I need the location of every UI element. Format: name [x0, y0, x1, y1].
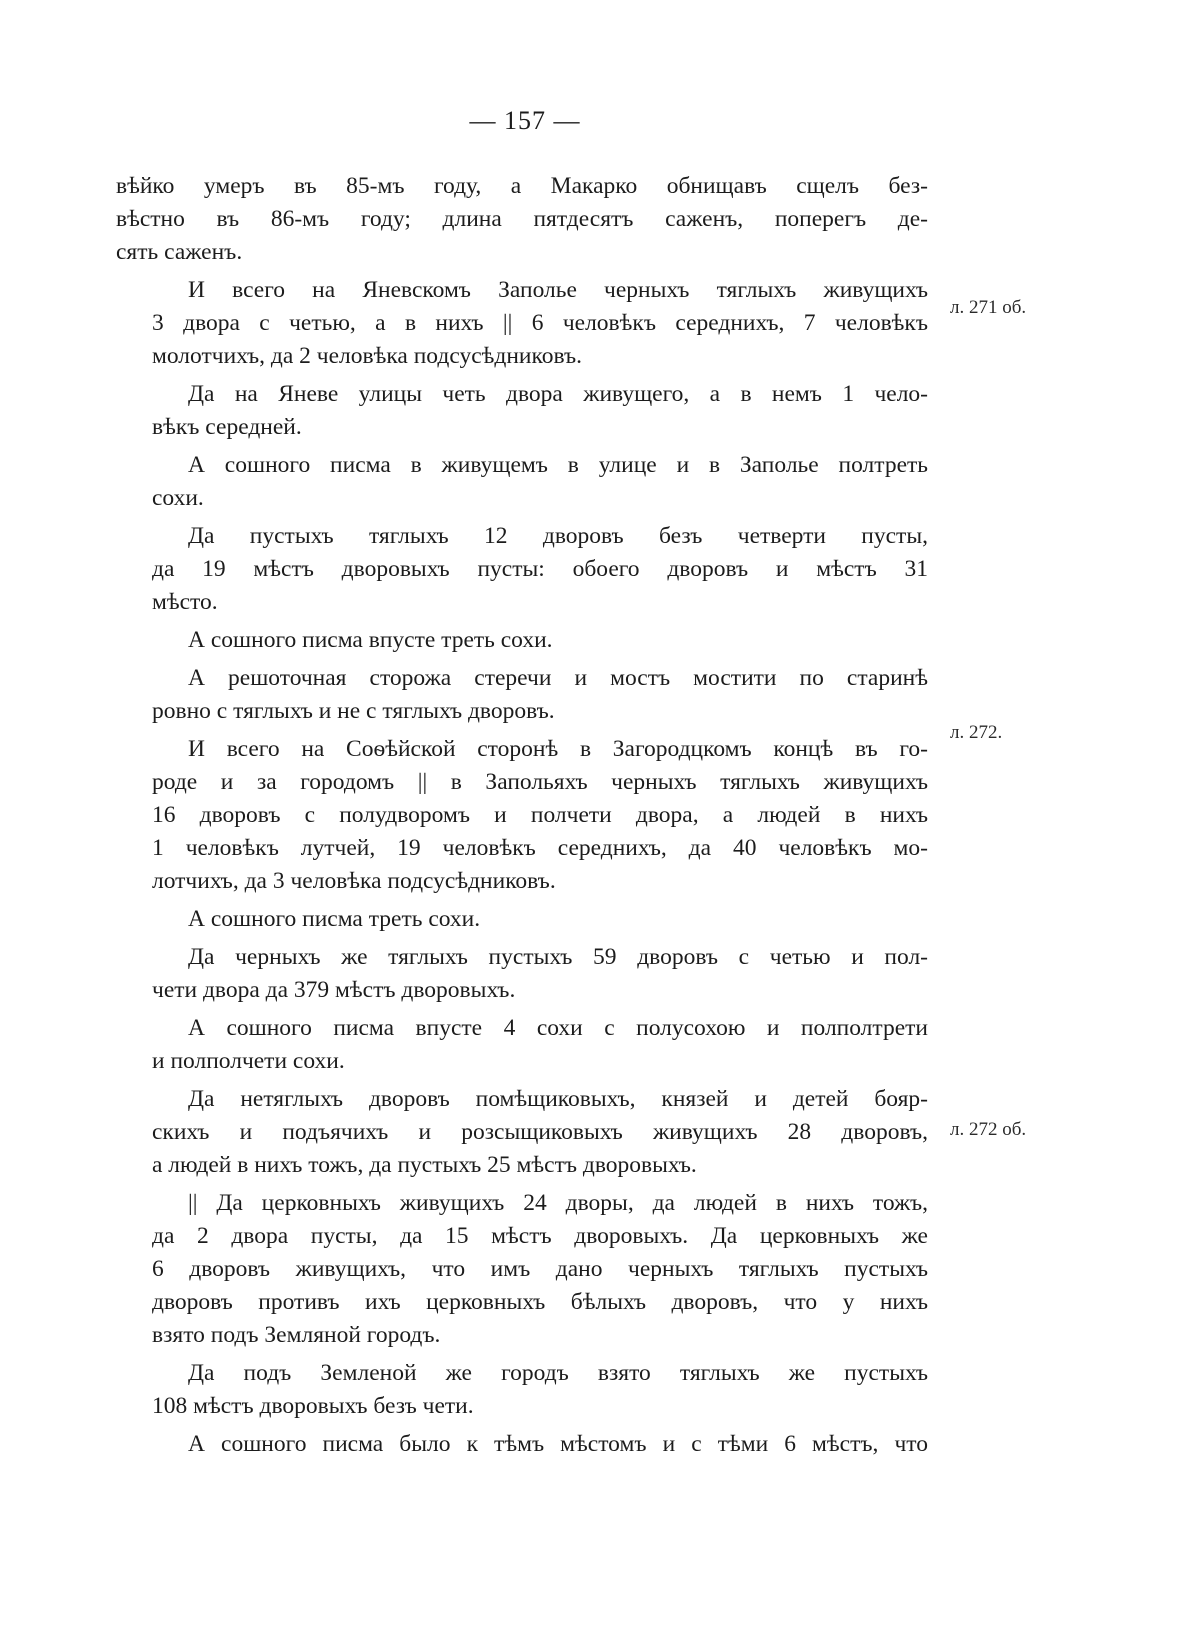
page-number: — 157 — — [469, 106, 581, 135]
margin-note-folio: л. 272 об. — [950, 1119, 1027, 1140]
paragraph — [116, 662, 928, 728]
text-line: || Да церковныхъ живущихъ 24 дворы, да людей в нихъ тожъ, — [188, 1190, 928, 1216]
text-line: Да на Яневе улицы четь двора живущего, а в немъ 1 чело- — [188, 381, 928, 407]
margin-note-folio: л. 271 об. — [950, 297, 1027, 318]
text-line: 3 двора с четью, а в нихъ || 6 человѣкъ середнихъ, 7 человѣкъ — [152, 310, 928, 336]
text-line: да 2 двора пусты, да 15 мѣстъ дворовыхъ. Да церковныхъ же — [152, 1223, 928, 1249]
text-line: Да подъ Земленой же городъ взято тяглыхъ же пустыхъ — [188, 1360, 928, 1386]
text-line: А сошного писма впусте 4 сохи с полусохою и полполтрети — [188, 1015, 928, 1041]
paragraph — [116, 1012, 928, 1078]
text-line: Да черныхъ же тяглыхъ пустыхъ 59 дворовъ с четью и пол- — [188, 944, 928, 970]
text-line: сять саженъ. — [116, 239, 243, 265]
text-line: взято подъ Земляной городъ. — [152, 1322, 441, 1348]
text-line: И всего на Соѳѣйской сторонѣ в Загородцкомъ концѣ въ го- — [188, 736, 928, 762]
text-line: Да нетяглыхъ дворовъ помѣщиковыхъ, князей и детей бояр- — [188, 1086, 928, 1112]
paragraph — [116, 1357, 928, 1423]
paragraph — [116, 378, 928, 444]
body-text — [116, 170, 928, 1466]
text-line: мѣсто. — [152, 589, 218, 615]
text-line: 1 человѣкъ лутчей, 19 человѣкъ середнихъ, да 40 человѣкъ мо- — [152, 835, 928, 861]
text-line: А сошного писма треть сохи. — [188, 906, 481, 932]
text-line: А сошного писма было к тѣмъ мѣстомъ и с тѣми 6 мѣстъ, что — [188, 1431, 928, 1457]
text-line: и полполчети сохи. — [152, 1048, 345, 1074]
margin-note-folio: л. 272. — [950, 722, 1003, 743]
text-line: вѣйко умеръ въ 85-мъ году, а Макарко обнищавъ сщелъ без- — [116, 173, 928, 199]
text-line: а людей в нихъ тожъ, да пустыхъ 25 мѣстъ дворовыхъ. — [152, 1152, 697, 1178]
text-line: А сошного писма впусте треть сохи. — [188, 627, 553, 653]
paragraph — [116, 1083, 928, 1182]
text-line: роде и за городомъ || в Запольяхъ черныхъ тяглыхъ живущихъ — [152, 769, 928, 795]
text-line: ровно с тяглыхъ и не с тяглыхъ дворовъ. — [152, 698, 555, 724]
text-line: А сошного писма в живущемъ в улице и в Заполье полтреть — [188, 452, 928, 478]
text-line: сохи. — [152, 485, 204, 511]
text-line: лотчихъ, да 3 человѣка подсусѣдниковъ. — [152, 868, 556, 894]
text-line: да 19 мѣстъ дворовыхъ пусты: обоего дворовъ и мѣстъ 31 — [152, 556, 928, 582]
paragraph — [116, 941, 928, 1007]
paragraph — [116, 274, 928, 373]
paragraph — [116, 1428, 928, 1461]
text-line: И всего на Яневскомъ Заполье черныхъ тяглыхъ живущихъ — [188, 277, 928, 303]
text-line: скихъ и подъячихъ и розсыщиковыхъ живущихъ 28 дворовъ, — [152, 1119, 928, 1145]
text-line: дворовъ противъ ихъ церковныхъ бѣлыхъ дворовъ, что у нихъ — [152, 1289, 928, 1315]
text-line: 16 дворовъ с полудворомъ и полчети двора, а людей в нихъ — [152, 802, 928, 828]
text-line: А решоточная сторожа стеречи и мостъ мостити по старинѣ — [188, 665, 928, 691]
paragraph — [116, 1187, 928, 1352]
text-line: 108 мѣстъ дворовыхъ безъ чети. — [152, 1393, 474, 1419]
paragraph — [116, 733, 928, 898]
text-line: вѣкъ середней. — [152, 414, 302, 440]
paragraph — [116, 903, 928, 936]
text-line: молотчихъ, да 2 человѣка подсусѣдниковъ. — [152, 343, 583, 369]
text-line: чети двора да 379 мѣстъ дворовыхъ. — [152, 977, 516, 1003]
paragraph — [116, 624, 928, 657]
paragraph — [116, 520, 928, 619]
text-line: 6 дворовъ живущихъ, что имъ дано черныхъ тяглыхъ пустыхъ — [152, 1256, 928, 1282]
text-line: вѣстно въ 86-мъ году; длина пятдесятъ саженъ, поперегъ де- — [116, 206, 928, 232]
paragraph — [116, 170, 928, 269]
paragraph — [116, 449, 928, 515]
text-line: Да пустыхъ тяглыхъ 12 дворовъ безъ четверти пусты, — [188, 523, 928, 549]
